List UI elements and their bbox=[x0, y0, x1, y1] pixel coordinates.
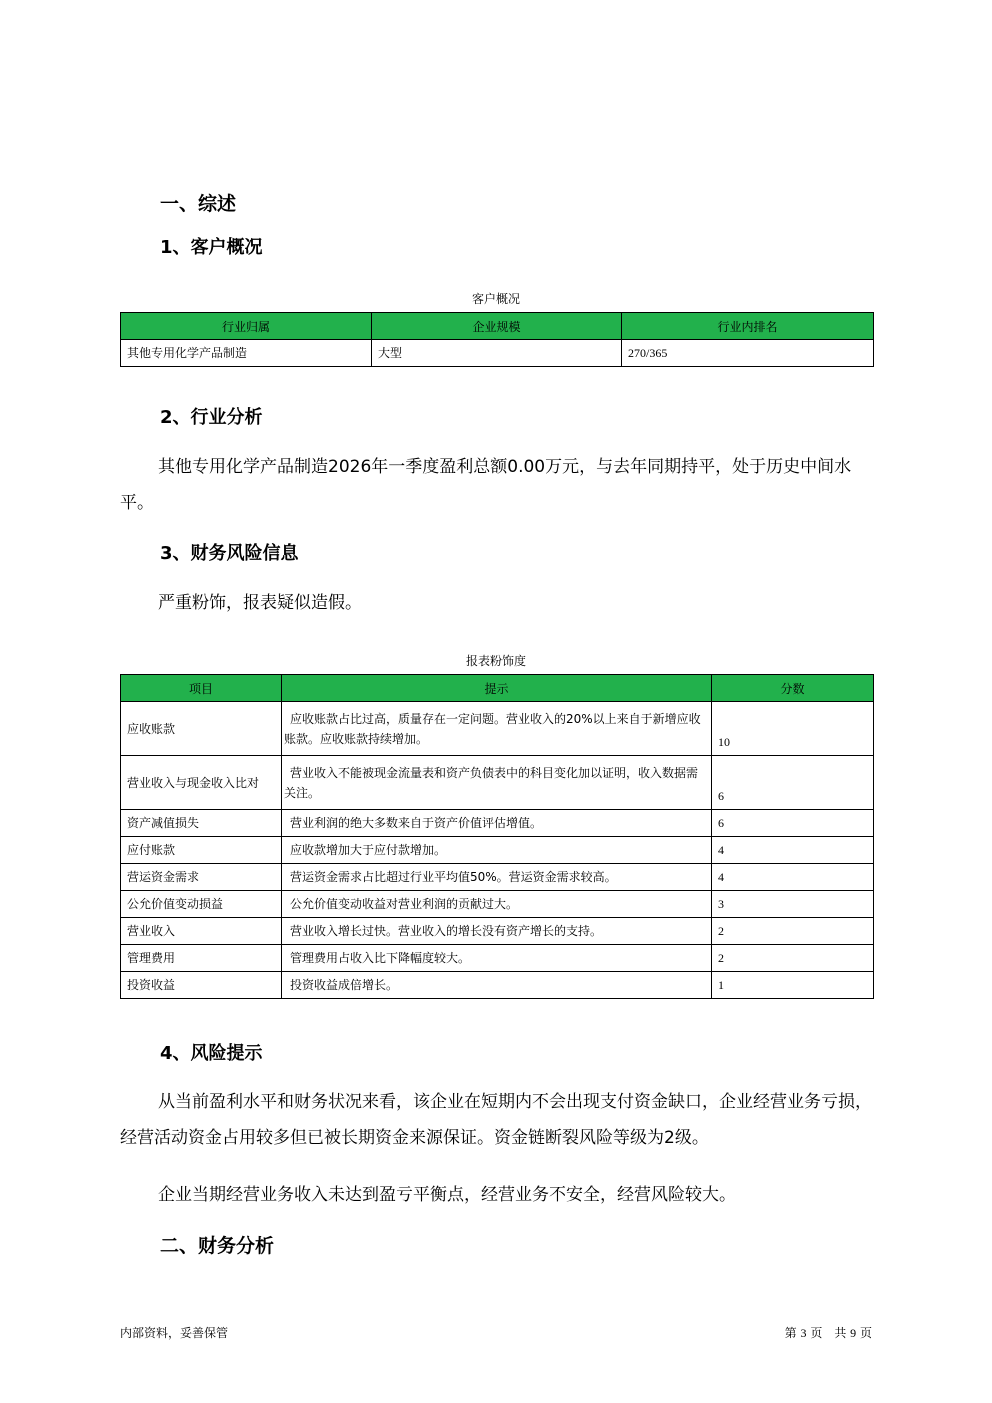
heading-industry: 2、行业分析 bbox=[160, 407, 263, 428]
page-mid: 页 共 bbox=[810, 1326, 847, 1340]
heading-fin-risk: 3、财务风险信息 bbox=[160, 543, 299, 564]
row-tip: 营业收入增长过快。营业收入的增长没有资产增长的支持。 bbox=[282, 918, 712, 945]
heading-customer: 1、客户概况 bbox=[160, 237, 263, 258]
row-item: 应收账款 bbox=[121, 702, 282, 756]
heading-risk-tip: 4、风险提示 bbox=[160, 1043, 263, 1064]
row-tip: 营业利润的绝大多数来自于资产价值评估增值。 bbox=[282, 810, 712, 837]
heading-fin-analysis: 二、财务分析 bbox=[160, 1235, 275, 1257]
risk-paragraph-2: 企业当期经营业务收入未达到盈亏平衡点，经营业务不安全，经营风险较大。 bbox=[158, 1185, 736, 1205]
table-row bbox=[121, 837, 874, 864]
row-item: 营运资金需求 bbox=[121, 864, 282, 891]
embellish-table bbox=[120, 674, 874, 999]
embellish-table-caption: 报表粉饰度 bbox=[465, 654, 526, 668]
customer-header-scale: 企业规模 bbox=[372, 313, 622, 340]
row-score: 4 bbox=[712, 837, 874, 864]
page-suffix: 页 bbox=[859, 1326, 872, 1340]
heading-overview: 一、综述 bbox=[160, 193, 237, 215]
risk-paragraph-1: 从当前盈利水平和财务状况来看，该企业在短期内不会出现支付资金缺口，企业经营业务亏损，经营活动资金占用较多但已被长期资金来源保证。资金链断裂风险等级为2级。 bbox=[120, 1092, 872, 1148]
industry-paragraph: 其他专用化学产品制造2026年一季度盈利总额0.00万元，与去年同期持平，处于历史中间水平。 bbox=[120, 457, 852, 513]
row-score: 6 bbox=[712, 756, 874, 810]
row-item: 投资收益 bbox=[121, 972, 282, 999]
table-row bbox=[121, 945, 874, 972]
table-row bbox=[121, 918, 874, 945]
customer-header-industry: 行业归属 bbox=[121, 313, 372, 340]
page-prefix: 第 bbox=[784, 1326, 797, 1340]
row-tip: 营运资金需求占比超过行业平均值50%。营运资金需求较高。 bbox=[282, 864, 712, 891]
row-item: 营业收入 bbox=[121, 918, 282, 945]
customer-table bbox=[120, 312, 874, 367]
table-row bbox=[121, 702, 874, 756]
row-score: 3 bbox=[712, 891, 874, 918]
customer-scale-cell: 大型 bbox=[372, 340, 622, 367]
customer-header-rank: 行业内排名 bbox=[622, 313, 874, 340]
row-tip: 投资收益成倍增长。 bbox=[282, 972, 712, 999]
row-score: 6 bbox=[712, 810, 874, 837]
embellish-header-item: 项目 bbox=[121, 675, 282, 702]
row-tip: 应收账款占比过高，质量存在一定问题。营业收入的20%以上来自于新增应收账款。应收账款持续增加。 bbox=[282, 702, 712, 756]
row-tip: 应收款增加大于应付款增加。 bbox=[282, 837, 712, 864]
table-row bbox=[121, 810, 874, 837]
fin-risk-paragraph: 严重粉饰，报表疑似造假。 bbox=[158, 593, 362, 613]
row-tip: 公允价值变动收益对营业利润的贡献过大。 bbox=[282, 891, 712, 918]
table-row bbox=[121, 756, 874, 810]
customer-table-caption: 客户概况 bbox=[471, 292, 520, 306]
table-row bbox=[121, 891, 874, 918]
table-row bbox=[121, 864, 874, 891]
page-current: 3 bbox=[800, 1326, 807, 1340]
row-tip: 管理费用占收入比下降幅度较大。 bbox=[282, 945, 712, 972]
row-score: 10 bbox=[712, 702, 874, 756]
row-tip: 营业收入不能被现金流量表和资产负债表中的科目变化加以证明，收入数据需关注。 bbox=[282, 756, 712, 810]
customer-rank-cell: 270/365 bbox=[622, 340, 874, 367]
row-item: 资产减值损失 bbox=[121, 810, 282, 837]
table-row bbox=[121, 972, 874, 999]
row-item: 公允价值变动损益 bbox=[121, 891, 282, 918]
page-total: 9 bbox=[850, 1326, 857, 1340]
embellish-header-tip: 提示 bbox=[282, 675, 712, 702]
row-item: 营业收入与现金收入比对 bbox=[121, 756, 282, 810]
customer-industry-cell: 其他专用化学产品制造 bbox=[121, 340, 372, 367]
row-score: 2 bbox=[712, 918, 874, 945]
embellish-header-score: 分数 bbox=[712, 675, 874, 702]
row-item: 管理费用 bbox=[121, 945, 282, 972]
row-score: 2 bbox=[712, 945, 874, 972]
row-item: 应付账款 bbox=[121, 837, 282, 864]
table-row bbox=[121, 340, 874, 367]
page-number bbox=[785, 1325, 872, 1341]
row-score: 1 bbox=[712, 972, 874, 999]
footer-note: 内部资料，妥善保管 bbox=[120, 1326, 229, 1340]
row-score: 4 bbox=[712, 864, 874, 891]
